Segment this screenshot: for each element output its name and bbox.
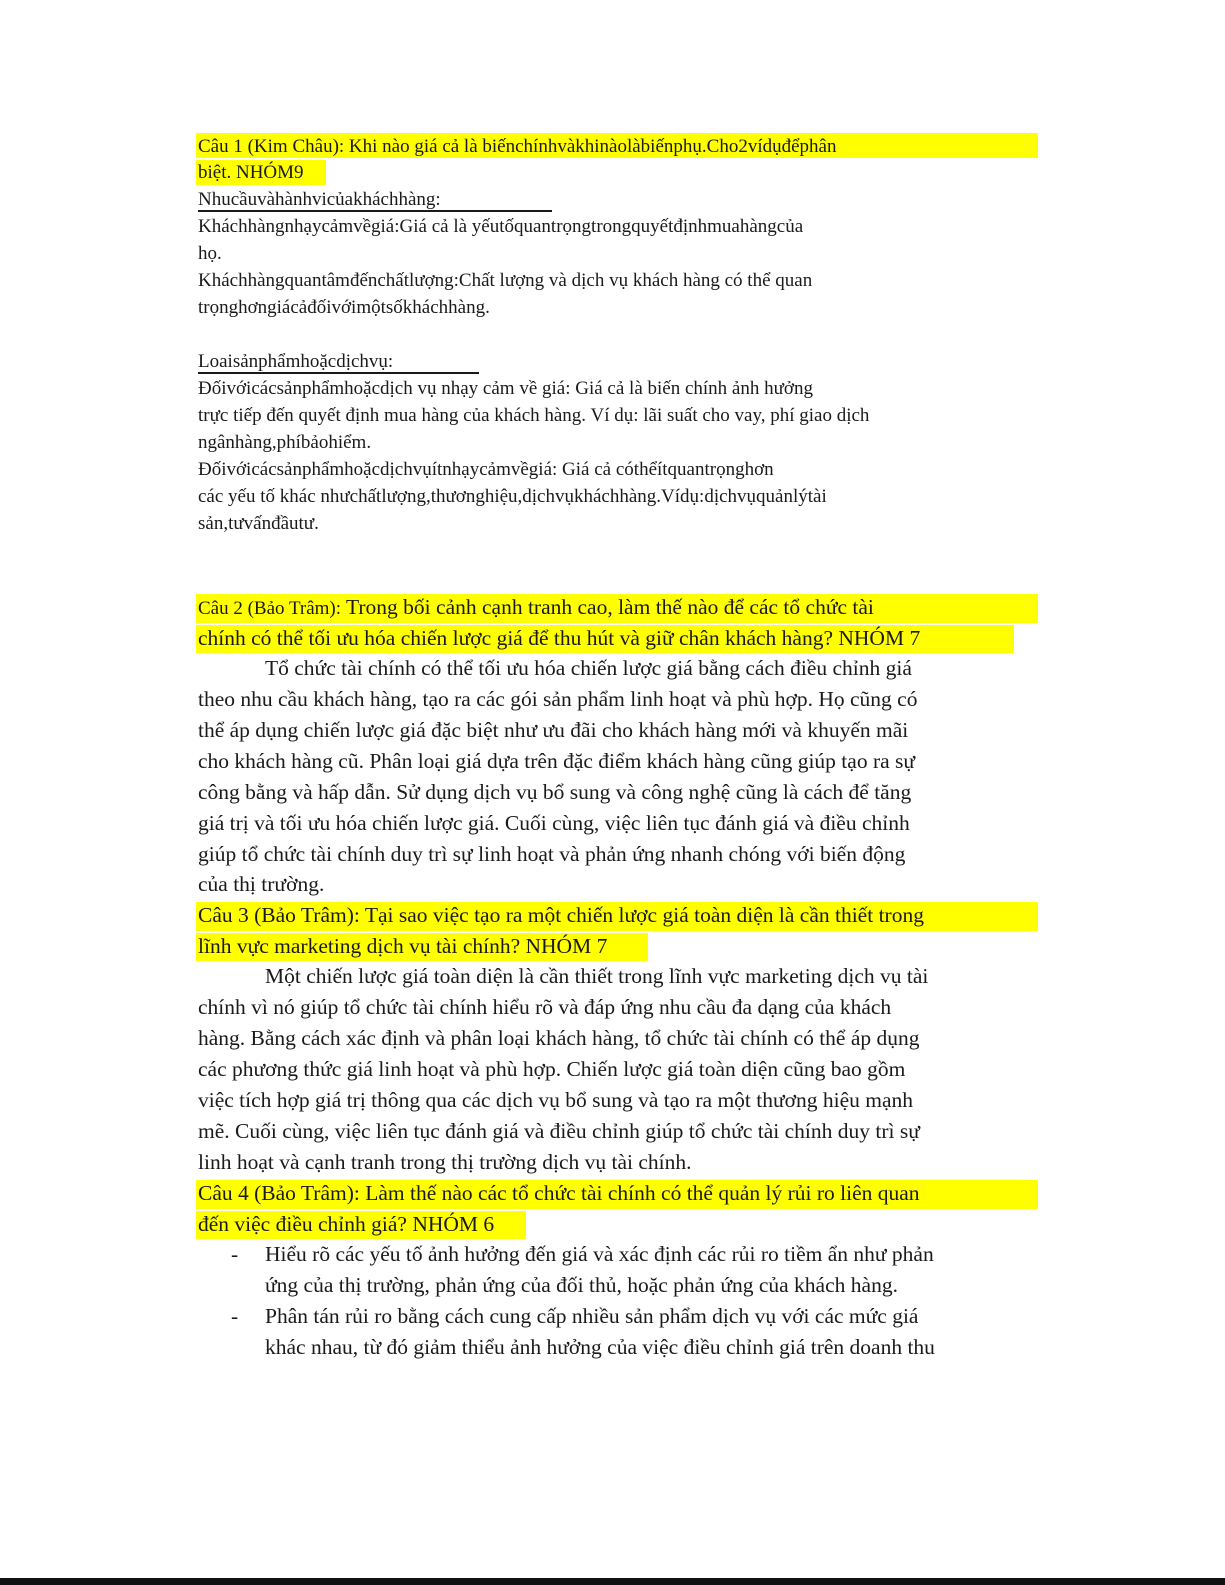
question-2-prefix: Câu 2 (Bảo Trâm): xyxy=(198,598,342,619)
heading-underline xyxy=(198,372,479,374)
paragraph-line: công bằng và hấp dẫn. Sử dụng dịch vụ bổ sung và công nghệ cũng là cách để tăng xyxy=(198,780,912,804)
paragraph-line: Đốivớicácsảnphẩmhoặcdịch vụ nhạy cảm về giá: Giá cả là biến chính ảnh hưởng xyxy=(198,378,813,399)
paragraph-line: việc tích hợp giá trị thông qua các dịch vụ bổ sung và tạo ra một thương hiệu mạnh xyxy=(198,1088,914,1112)
question-1-title: Câu 1 (Kim Châu): Khi nào giá cả là biếnchínhvàkhinàolàbiếnphụ.Cho2vídụđểphân xyxy=(198,136,837,157)
question-3-title: lĩnh vực marketing dịch vụ tài chính? NHÓM 7 xyxy=(198,934,608,958)
question-4-title: Câu 4 (Bảo Trâm): Làm thế nào các tổ chức tài chính có thể quản lý rủi ro liên quan xyxy=(198,1181,920,1205)
paragraph-line: giá trị và tối ưu hóa chiến lược giá. Cuối cùng, việc liên tục đánh giá và điều chỉnh xyxy=(198,811,910,835)
heading-underline xyxy=(198,210,552,212)
paragraph-line: Đốivớicácsảnphẩmhoặcdịchvụítnhạycảmvềgiá: Giá cả cóthểítquantrọnghơn xyxy=(198,459,774,480)
paragraph-line: cho khách hàng cũ. Phân loại giá dựa trên đặc điểm khách hàng cũng giúp tạo ra sự xyxy=(198,749,916,773)
paragraph-line: Kháchhàngquantâmđếnchấtlượng:Chất lượng và dịch vụ khách hàng có thể quan xyxy=(198,270,813,291)
paragraph-line: chính vì nó giúp tổ chức tài chính hiểu rõ và đáp ứng nhu cầu đa dạng của khách xyxy=(198,995,892,1019)
bullet-line: khác nhau, từ đó giảm thiểu ảnh hưởng của việc điều chỉnh giá trên doanh thu xyxy=(265,1335,935,1359)
paragraph-line: họ. xyxy=(198,243,222,264)
section-heading: Nhucầuvàhànhvicủakháchhàng: xyxy=(198,189,441,210)
page-bottom-edge xyxy=(0,1578,1225,1585)
question-4-title: đến việc điều chỉnh giá? NHÓM 6 xyxy=(198,1212,495,1236)
bullet-line: ứng của thị trường, phản ứng của đối thủ, hoặc phản ứng của khách hàng. xyxy=(265,1273,898,1297)
paragraph-line: mẽ. Cuối cùng, việc liên tục đánh giá và điều chỉnh giúp tổ chức tài chính duy trì sự xyxy=(198,1119,920,1143)
paragraph-line: sản,tưvấnđầutư. xyxy=(198,513,319,534)
paragraph-line: Kháchhàngnhạycảmvềgiá:Giá cả là yếutốquantrọngtrongquyếtđịnhmuahàngcủa xyxy=(198,216,804,237)
paragraph-line: của thị trường. xyxy=(198,872,325,896)
bullet-line: Hiểu rõ các yếu tố ảnh hưởng đến giá và xác định các rủi ro tiềm ẩn như phản xyxy=(265,1242,934,1266)
section-heading: Loaisảnphẩmhoặcdịchvụ: xyxy=(198,351,394,372)
question-3-title: Câu 3 (Bảo Trâm): Tại sao việc tạo ra một chiến lược giá toàn diện là cần thiết trong xyxy=(198,903,924,927)
paragraph-line: trực tiếp đến quyết định mua hàng của khách hàng. Ví dụ: lãi suất cho vay, phí giao dịch xyxy=(198,405,870,426)
question-2-text: Trong bối cảnh cạnh tranh cao, làm thế nào để các tổ chức tài xyxy=(341,595,874,619)
paragraph-line: Tổ chức tài chính có thể tối ưu hóa chiến lược giá bằng cách điều chỉnh giá xyxy=(265,656,912,680)
bullet-marker: - xyxy=(231,1304,239,1328)
paragraph-line: hàng. Bằng cách xác định và phân loại khách hàng, tổ chức tài chính có thể áp dụng xyxy=(198,1026,920,1050)
bullet-line: Phân tán rủi ro bằng cách cung cấp nhiều sản phẩm dịch vụ với các mức giá xyxy=(265,1304,919,1328)
paragraph-line: theo nhu cầu khách hàng, tạo ra các gói sản phẩm linh hoạt và phù hợp. Họ cũng có xyxy=(198,687,918,711)
paragraph-line: trọnghơngiácảđốivớimộtsốkháchhàng. xyxy=(198,297,490,318)
bullet-marker: - xyxy=(231,1242,239,1266)
question-1-title: biệt. NHÓM9 xyxy=(198,162,304,183)
paragraph-line: thể áp dụng chiến lược giá đặc biệt như ưu đãi cho khách hàng mới và khuyến mãi xyxy=(198,718,909,742)
paragraph-line: các yếu tố khác nhưchấtlượng,thươnghiệu,dịchvụkháchhàng.Vídụ:dịchvụquảnlýtài xyxy=(198,486,827,507)
question-2-title xyxy=(198,597,874,619)
paragraph-line: Một chiến lược giá toàn diện là cần thiết trong lĩnh vực marketing dịch vụ tài xyxy=(265,964,929,988)
paragraph-line: giúp tổ chức tài chính duy trì sự linh hoạt và phản ứng nhanh chóng với biến động xyxy=(198,842,906,866)
question-2-title: chính có thể tối ưu hóa chiến lược giá để thu hút và giữ chân khách hàng? NHÓM 7 xyxy=(198,626,921,650)
paragraph-line: các phương thức giá linh hoạt và phù hợp. Chiến lược giá toàn diện cũng bao gồm xyxy=(198,1057,906,1081)
paragraph-line: linh hoạt và cạnh tranh trong thị trường dịch vụ tài chính. xyxy=(198,1150,692,1174)
paragraph-line: ngânhàng,phíbảohiểm. xyxy=(198,432,372,453)
